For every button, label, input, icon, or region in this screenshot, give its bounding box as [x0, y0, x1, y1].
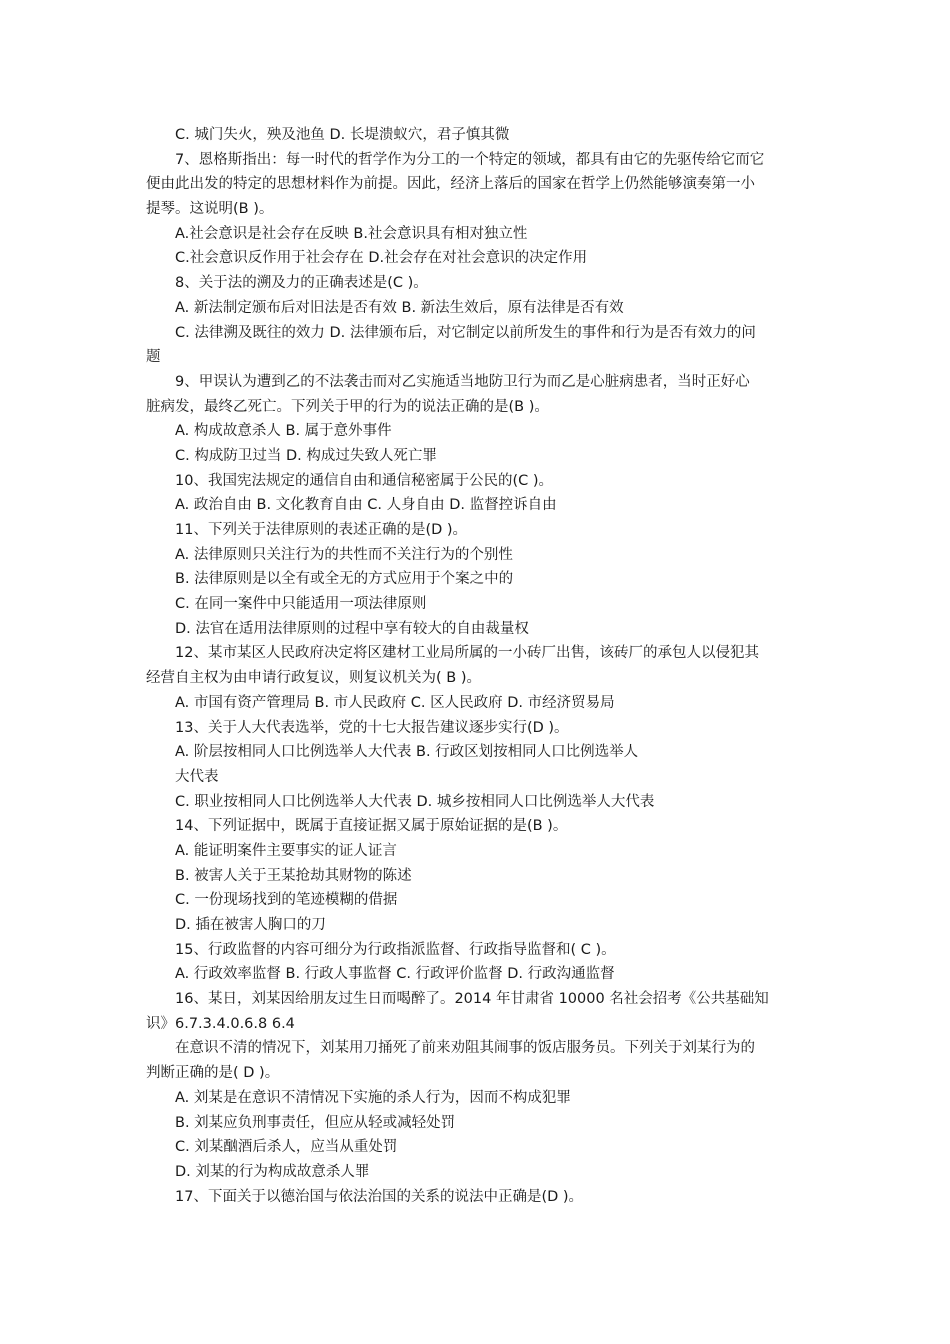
text-line: 在意识不清的情况下，刘某用刀捅死了前来劝阻其闹事的饭店服务员。下列关于刘某行为的 [175, 1040, 755, 1057]
text-line: A. 构成故意杀人 B. 属于意外事件 [175, 423, 392, 440]
text-line: 判断正确的是( D )。 [146, 1065, 280, 1082]
text-line: C. 构成防卫过当 D. 构成过失致人死亡罪 [175, 447, 437, 464]
text-line: A. 政治自由 B. 文化教育自由 C. 人身自由 D. 监督控诉自由 [175, 497, 557, 514]
text-line: 8、关于法的溯及力的正确表述是(C )。 [175, 275, 428, 292]
text-line: B. 法律原则是以全有或全无的方式应用于个案之中的 [175, 571, 514, 588]
text-line: 脏病发，最终乙死亡。下列关于甲的行为的说法正确的是(B )。 [146, 398, 549, 415]
text-line: A.社会意识是社会存在反映 B.社会意识具有相对独立性 [175, 225, 528, 242]
text-line: A. 能证明案件主要事实的证人证言 [175, 842, 397, 859]
document-body [146, 123, 810, 1209]
text-line: 大代表 [175, 768, 219, 785]
text-line: B. 被害人关于王某抢劫其财物的陈述 [175, 867, 412, 884]
text-line: C. 职业按相同人口比例选举人大代表 D. 城乡按相同人口比例选举人大代表 [175, 793, 655, 810]
text-line: 11、下列关于法律原则的表述正确的是(D )。 [175, 522, 468, 538]
text-line: A. 行政效率监督 B. 行政人事监督 C. 行政评价监督 D. 行政沟通监督 [175, 966, 615, 983]
text-line: 15、行政监督的内容可细分为行政指派监督、行政指导监督和( C )。 [175, 941, 616, 958]
text-line: A. 法律原则只关注行为的共性而不关注行为的个别性 [175, 546, 513, 563]
text-line: 9、甲误认为遭到乙的不法袭击而对乙实施适当地防卫行为而乙是心脏病患者，当时正好心 [175, 373, 750, 390]
text-line: C. 一份现场找到的笔迹模糊的借据 [175, 892, 398, 909]
text-line: 17、下面关于以德治国与依法治国的关系的说法中正确是(D )。 [175, 1188, 584, 1205]
text-line: A. 刘某是在意识不清情况下实施的杀人行为，因而不构成犯罪 [175, 1089, 571, 1106]
text-line: 提琴。这说明(B )。 [146, 201, 274, 218]
text-line: D. 刘某的行为构成故意杀人罪 [175, 1163, 370, 1180]
text-line: 12、某市某区人民政府决定将区建材工业局所属的一小砖厂出售，该砖厂的承包人以侵犯其 [175, 645, 759, 662]
text-line: A. 新法制定颁布后对旧法是否有效 B. 新法生效后，原有法律是否有效 [175, 299, 624, 316]
text-line: 16、某日，刘某因给朋友过生日而喝醉了。2014 年甘肃省 10000 名社会招考《公共基础知 [175, 991, 769, 1008]
text-line: 便由此出发的特定的思想材料作为前提。因此，经济上落后的国家在哲学上仍然能够演奏第一小 [146, 176, 755, 193]
text-line: 10、我国宪法规定的通信自由和通信秘密属于公民的(C )。 [175, 472, 553, 489]
text-line: 7、恩格斯指出：每一时代的哲学作为分工的一个特定的领域，都具有由它的先驱传给它而它 [175, 151, 765, 168]
text-line: D. 插在被害人胸口的刀 [175, 917, 326, 933]
text-line: C. 法律溯及既往的效力 D. 法律颁布后，对它制定以前所发生的事件和行为是否有效力的问 [175, 324, 756, 341]
text-line: C. 城门失火，殃及池鱼 D. 长堤溃蚁穴，君子慎其微 [175, 127, 510, 143]
text-line: 识》6.7.3.4.0.6.8 6.4 [146, 1015, 295, 1032]
text-line: 经营自主权为由申请行政复议，则复议机关为( B )。 [146, 670, 481, 687]
text-line: D. 法官在适用法律原则的过程中享有较大的自由裁量权 [175, 620, 529, 637]
text-line: C. 在同一案件中只能适用一项法律原则 [175, 596, 427, 613]
text-line: 14、下列证据中，既属于直接证据又属于原始证据的是(B )。 [175, 818, 568, 835]
text-line: C.社会意识反作用于社会存在 D.社会存在对社会意识的决定作用 [175, 250, 588, 267]
text-line: A. 市国有资产管理局 B. 市人民政府 C. 区人民政府 D. 市经济贸易局 [175, 694, 615, 711]
text-line: C. 刘某酗酒后杀人，应当从重处罚 [175, 1139, 398, 1156]
text-line: 13、关于人大代表选举，党的十七大报告建议逐步实行(D )。 [175, 719, 569, 736]
text-line: B. 刘某应负刑事责任，但应从轻或减轻处罚 [175, 1114, 456, 1131]
text-line: 题 [146, 349, 161, 366]
text-line: A. 阶层按相同人口比例选举人大代表 B. 行政区划按相同人口比例选举人 [175, 744, 639, 761]
